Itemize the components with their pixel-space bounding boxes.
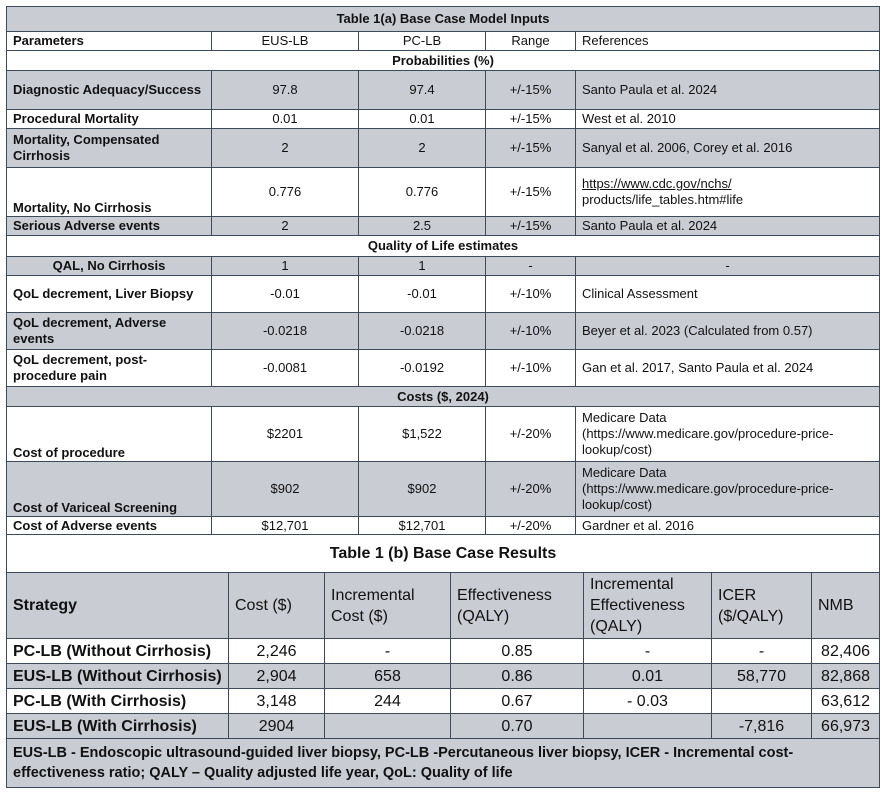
table-row bbox=[7, 313, 880, 350]
inc-eff-cell: 0.01 bbox=[584, 664, 712, 689]
range-cell: +/-20% bbox=[486, 407, 576, 462]
nmb-cell: 66,973 bbox=[812, 714, 880, 739]
ref-cell: Medicare Data (https://www.medicare.gov/procedure-price-lookup/cost) bbox=[576, 407, 880, 462]
strategy-cell: PC-LB (With Cirrhosis) bbox=[7, 689, 229, 714]
inc-cost-cell: - bbox=[325, 639, 451, 664]
eus-cell: -0.01 bbox=[212, 276, 359, 313]
header-incremental-effectiveness: Incremental Effectiveness (QALY) bbox=[584, 573, 712, 639]
param-cell: QAL, No Cirrhosis bbox=[7, 257, 212, 276]
ref-cell: West et al. 2010 bbox=[576, 110, 880, 129]
param-cell: Cost of Adverse events bbox=[7, 517, 212, 535]
table-row bbox=[7, 664, 880, 689]
icer-cell: -7,816 bbox=[712, 714, 812, 739]
eff-cell: 0.70 bbox=[451, 714, 584, 739]
table-b-title: Table 1 (b) Base Case Results bbox=[7, 535, 880, 573]
tables-container bbox=[6, 6, 879, 788]
icer-cell: - bbox=[712, 639, 812, 664]
table-row bbox=[7, 217, 880, 236]
table-row bbox=[7, 639, 880, 664]
eus-cell: 2 bbox=[212, 217, 359, 236]
base-case-results-table bbox=[6, 534, 880, 788]
ref-cell: Gardner et al. 2016 bbox=[576, 517, 880, 535]
range-cell: +/-15% bbox=[486, 71, 576, 110]
header-pc-lb: PC-LB bbox=[359, 32, 486, 51]
table-row bbox=[7, 129, 880, 168]
ref-cell: Santo Paula et al. 2024 bbox=[576, 217, 880, 236]
pc-cell: 0.776 bbox=[359, 168, 486, 217]
param-cell: Cost of Variceal Screening bbox=[7, 462, 212, 517]
eff-cell: 0.86 bbox=[451, 664, 584, 689]
strategy-cell: PC-LB (Without Cirrhosis) bbox=[7, 639, 229, 664]
pc-cell: 2 bbox=[359, 129, 486, 168]
eus-cell: -0.0218 bbox=[212, 313, 359, 350]
abbreviations-footnote: EUS-LB - Endoscopic ultrasound-guided liver biopsy, PC-LB -Percutaneous liver biopsy, ICER - Incremental cost-effectiveness ratio; QALY – Quality adjusted life year, QoL: Quality of life bbox=[7, 739, 880, 788]
cdc-life-tables-link[interactable]: https://www.cdc.gov/nchs/ bbox=[582, 176, 732, 191]
param-cell: Procedural Mortality bbox=[7, 110, 212, 129]
header-icer: ICER ($/QALY) bbox=[712, 573, 812, 639]
range-cell: +/-20% bbox=[486, 462, 576, 517]
strategy-cell: EUS-LB (Without Cirrhosis) bbox=[7, 664, 229, 689]
inc-cost-cell: 244 bbox=[325, 689, 451, 714]
base-case-inputs-table bbox=[6, 6, 880, 535]
range-cell: +/-15% bbox=[486, 168, 576, 217]
param-cell: Diagnostic Adequacy/Success bbox=[7, 71, 212, 110]
cost-cell: 2,246 bbox=[229, 639, 325, 664]
cost-cell: 2904 bbox=[229, 714, 325, 739]
table-row bbox=[7, 168, 880, 217]
table-row bbox=[7, 407, 880, 462]
header-effectiveness: Effectiveness (QALY) bbox=[451, 573, 584, 639]
eus-cell: 0.01 bbox=[212, 110, 359, 129]
header-strategy: Strategy bbox=[7, 573, 229, 639]
range-cell: +/-20% bbox=[486, 517, 576, 535]
table-row bbox=[7, 689, 880, 714]
table-row bbox=[7, 276, 880, 313]
strategy-cell: EUS-LB (With Cirrhosis) bbox=[7, 714, 229, 739]
ref-cell: Medicare Data (https://www.medicare.gov/procedure-price-lookup/cost) bbox=[576, 462, 880, 517]
table-row bbox=[7, 71, 880, 110]
param-cell: Mortality, Compensated Cirrhosis bbox=[7, 129, 212, 168]
ref-cell: Clinical Assessment bbox=[576, 276, 880, 313]
eff-cell: 0.85 bbox=[451, 639, 584, 664]
section-qol: Quality of Life estimates bbox=[7, 236, 880, 257]
table-row bbox=[7, 110, 880, 129]
pc-cell: -0.0192 bbox=[359, 350, 486, 387]
cost-cell: 3,148 bbox=[229, 689, 325, 714]
header-parameters: Parameters bbox=[7, 32, 212, 51]
nmb-cell: 82,868 bbox=[812, 664, 880, 689]
eus-cell: $12,701 bbox=[212, 517, 359, 535]
param-cell: QoL decrement, Adverse events bbox=[7, 313, 212, 350]
table-row bbox=[7, 350, 880, 387]
inc-eff-cell bbox=[584, 714, 712, 739]
param-cell: QoL decrement, Liver Biopsy bbox=[7, 276, 212, 313]
range-cell: +/-15% bbox=[486, 110, 576, 129]
range-cell: +/-10% bbox=[486, 313, 576, 350]
range-cell: +/-10% bbox=[486, 276, 576, 313]
param-cell: Cost of procedure bbox=[7, 407, 212, 462]
nmb-cell: 82,406 bbox=[812, 639, 880, 664]
header-nmb: NMB bbox=[812, 573, 880, 639]
pc-cell: $12,701 bbox=[359, 517, 486, 535]
ref-cell: Sanyal et al. 2006, Corey et al. 2016 bbox=[576, 129, 880, 168]
section-probabilities: Probabilities (%) bbox=[7, 51, 880, 71]
header-references: References bbox=[576, 32, 880, 51]
table-row bbox=[7, 517, 880, 535]
ref-cell: Gan et al. 2017, Santo Paula et al. 2024 bbox=[576, 350, 880, 387]
inc-eff-cell: - bbox=[584, 639, 712, 664]
pc-cell: $902 bbox=[359, 462, 486, 517]
ref-cell-rest: products/life_tables.htm#life bbox=[582, 192, 744, 207]
pc-cell: 1 bbox=[359, 257, 486, 276]
pc-cell: -0.0218 bbox=[359, 313, 486, 350]
param-cell: QoL decrement, post-procedure pain bbox=[7, 350, 212, 387]
pc-cell: -0.01 bbox=[359, 276, 486, 313]
header-incremental-cost: Incremental Cost ($) bbox=[325, 573, 451, 639]
icer-cell: 58,770 bbox=[712, 664, 812, 689]
pc-cell: 0.01 bbox=[359, 110, 486, 129]
range-cell: +/-10% bbox=[486, 350, 576, 387]
inc-cost-cell bbox=[325, 714, 451, 739]
range-cell: - bbox=[486, 257, 576, 276]
eus-cell: 97.8 bbox=[212, 71, 359, 110]
param-cell: Serious Adverse events bbox=[7, 217, 212, 236]
eus-cell: -0.0081 bbox=[212, 350, 359, 387]
pc-cell: 97.4 bbox=[359, 71, 486, 110]
header-range: Range bbox=[486, 32, 576, 51]
inc-cost-cell: 658 bbox=[325, 664, 451, 689]
inc-eff-cell: - 0.03 bbox=[584, 689, 712, 714]
eus-cell: $2201 bbox=[212, 407, 359, 462]
eus-cell: 1 bbox=[212, 257, 359, 276]
eus-cell: 0.776 bbox=[212, 168, 359, 217]
eff-cell: 0.67 bbox=[451, 689, 584, 714]
table-a-title: Table 1(a) Base Case Model Inputs bbox=[7, 7, 880, 32]
range-cell: +/-15% bbox=[486, 129, 576, 168]
ref-cell: - bbox=[576, 257, 880, 276]
header-cost: Cost ($) bbox=[229, 573, 325, 639]
table-row bbox=[7, 257, 880, 276]
header-eus-lb: EUS-LB bbox=[212, 32, 359, 51]
eus-cell: $902 bbox=[212, 462, 359, 517]
cost-cell: 2,904 bbox=[229, 664, 325, 689]
section-costs: Costs ($, 2024) bbox=[7, 387, 880, 407]
pc-cell: $1,522 bbox=[359, 407, 486, 462]
ref-cell: Santo Paula et al. 2024 bbox=[576, 71, 880, 110]
ref-cell: Beyer et al. 2023 (Calculated from 0.57) bbox=[576, 313, 880, 350]
icer-cell bbox=[712, 689, 812, 714]
ref-cell bbox=[576, 168, 880, 217]
nmb-cell: 63,612 bbox=[812, 689, 880, 714]
eus-cell: 2 bbox=[212, 129, 359, 168]
pc-cell: 2.5 bbox=[359, 217, 486, 236]
range-cell: +/-15% bbox=[486, 217, 576, 236]
table-row bbox=[7, 714, 880, 739]
table-row bbox=[7, 462, 880, 517]
param-cell: Mortality, No Cirrhosis bbox=[7, 168, 212, 217]
